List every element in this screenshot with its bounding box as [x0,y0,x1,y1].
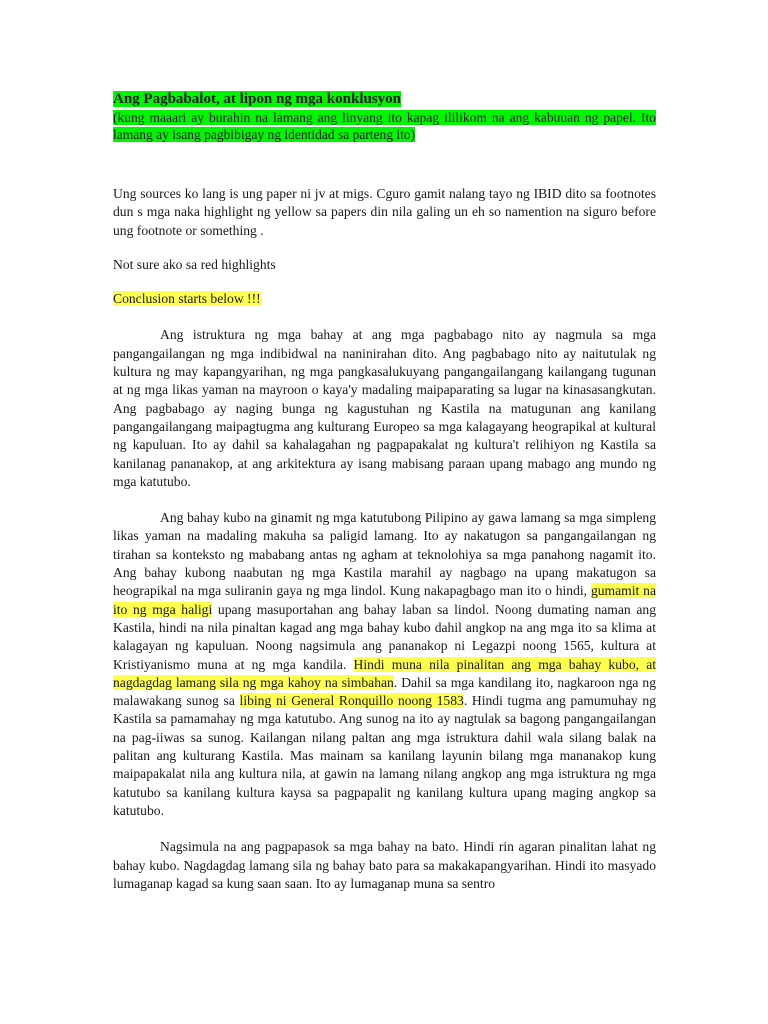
highlight-ronquillo: libing ni General Ronquillo noong 1583 [239,693,464,709]
document-title [113,90,656,109]
title-highlight: Ang Pagbabalot, at lipon ng mga konklusyon [113,91,402,107]
highlight-simbahan: Hindi muna nila pinalitan ang mga bahay kubo, at nagdagdag lamang sila ng mga kahoy na simbahan [113,656,657,690]
document-subtitle [113,109,656,143]
para2-text-4: . Hindi tugma ang pamumuhay ng Kastila sa pamamahay ng mga katutubo. Ang sunog na ito ay nagtulak sa bagong pangangailangan na pag-iiwas sa sunog. Kailangan nilang paltan ang mga istruktura dahil wala silang balak na palitan ang kulturang Kastila. Mas mainam sa kanilang layunin bilang mga mananakop kung maipapakalat nila ang kultura nila, at gawin na lamang nilang angkop ang mga istruktura ng mga katutubo sa kanilang kultura kaysa sa pagpapalit ng kanilang kultura upang maging angkop sa katutubo. [113,693,656,818]
sources-note: Ung sources ko lang is ung paper ni jv at migs. Cguro gamit nalang tayo ng IBID dito sa footnotes dun s mga naka highlight ng yellow sa papers din nila galing un eh so namention na siguro before ung footnote or something . [113,186,656,238]
highlight-haligi: gumamit na ito ng mga haligi [113,583,656,617]
document-body [113,90,656,893]
para2-text-2: upang masuportahan ang bahay laban sa lindol. Noong dumating naman ang Kastila, hindi na nila pinaltan kagad ang mga bahay kubo dahil angkop na ang mga ito sa klima at kalagayan ng kapuluan. Noong nagsimula ang pananakop ni Legazpi noong 1565, kultura at Kristiyanismo muna at ng mga kandila. [113,601,656,672]
conclusion-label-highlight: Conclusion starts below !!! [113,291,261,307]
para2-text-1: Ang bahay kubo na ginamit ng mga katutubong Pilipino ay gawa lamang sa mga simpleng likas yaman na madaling makuha sa paligid lamang. Ito ay nakatugon sa pangangailangan ng tirahan sa konteksto ng mababang antas ng agham at teknolohiya sa mga panahong nagamit ito. Ang bahay kubong naabutan ng mga Kastila marahil ay nagbago na upang makatugon sa heograpikal na mga suliranin gaya ng mga lindol. Kung nakapagbago man ito o hindi, [113,510,656,599]
subtitle-highlight: (kung maaari ay burahin na lamang ang linyang ito kapag ililikom na ang kabuuan ng papel. Ito lamang ay isang pagbibigay ng identidad sa parteng ito) [113,110,656,142]
para2-text-3: . Dahil sa mga kandilang ito, nagkaroon nga ng malawakang sunog sa [113,674,656,709]
red-highlights-note: Not sure ako sa red highlights [113,256,276,272]
conclusion-label [113,290,656,308]
paragraph-bahay-kubo [113,509,656,820]
paragraph-bahay-bato: Nagsimula na ang pagpapasok sa mga bahay na bato. Hindi rin agaran pinalitan lahat ng bahay kubo. Nagdagdag lamang sila ng bahay bato para sa makakapangyarihan. Hindi ito masyado lumaganap kagad sa kung saan saan. Ito ay lumaganap muna sa sentro [113,839,656,891]
paragraph-structure: Ang istruktura ng mga bahay at ang mga pagbabago nito ay nagmula sa mga pangangailangan ng mga indibidwal na naninirahan dito. Ang pagbabago nito ay naitutulak ng kultura ng may kapangyarihan, ng mga pangkasalukuyang pangangailangang kailangang tugunan at ng mga likas yaman na mayroon o kaya'y madaling maipaparating sa lugar na kinasasangkutan. Ang pagbabago ay naging bunga ng kagustuhan ng Kastila na matugunan ang kanilang pangangailangang maipagtugma ang kulturang Europeo sa mga kalagayang heograpikal at kultural ng kapuluan. Ito ay dahil sa kahalagahan ng pagpapakalat ng kultura't relihiyon ng Kastila sa kanilanag pananakop, at ang arkitektura ay isang mabisang paraan upang mabago ang mundo ng mga katutubo. [113,327,656,489]
